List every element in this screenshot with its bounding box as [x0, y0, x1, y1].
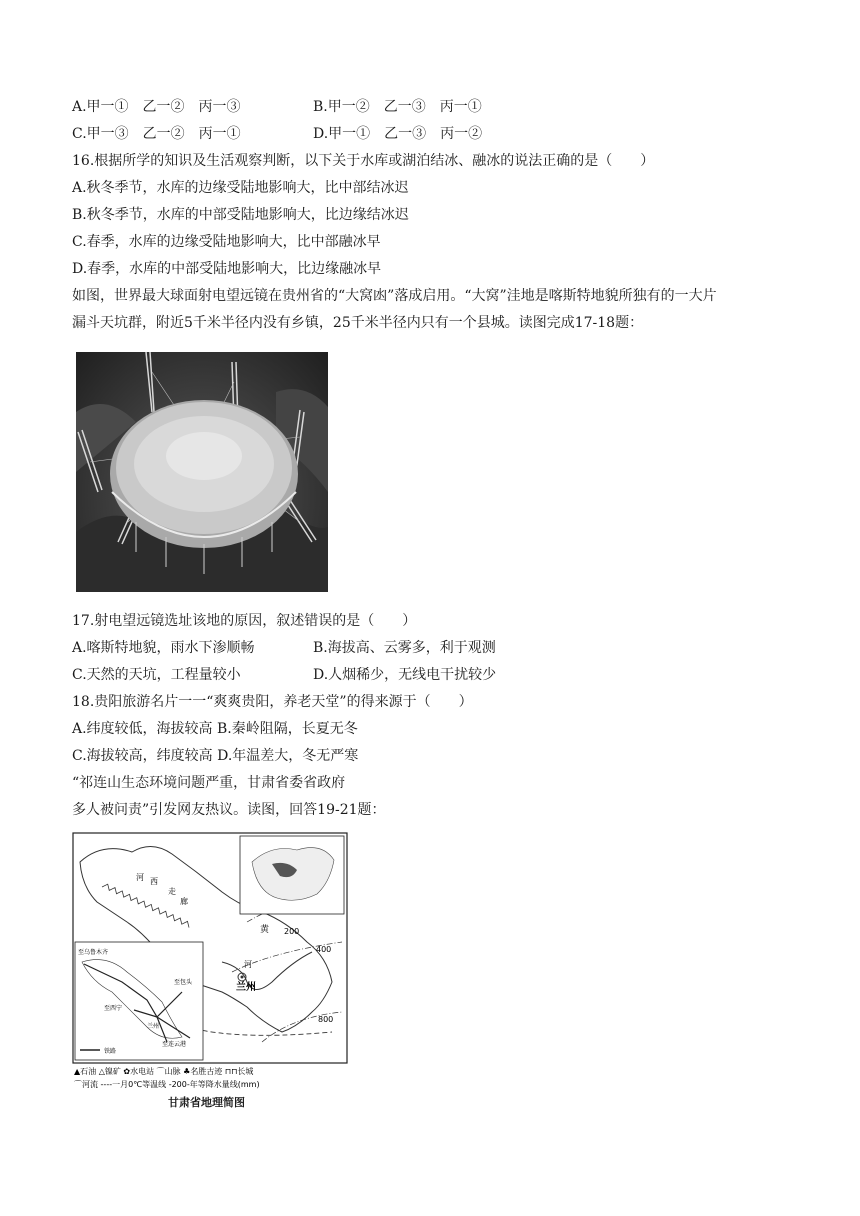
inset-to-urumqi: 至乌鲁木齐 — [78, 949, 109, 956]
q16-option-c: C.春季，水库的边缘受陆地影响大，比中部融冰早 — [72, 234, 381, 250]
q18-stem: 18.贵阳旅游名片一一“爽爽贵阳，养老天堂”的得来源于（ ） — [72, 694, 473, 710]
map-caption: 甘肃省地理简图 — [168, 1096, 245, 1109]
q17-option-a: A.喀斯特地貌，雨水下渗顺畅 — [72, 640, 255, 656]
q18-options-ab: A.纬度较低，海拔较高 B.秦岭阻隔，长夏无冬 — [72, 721, 358, 737]
map-legend-row1: ▲石油 △镍矿 ✿水电站 ⌒山脉 ♣名胜古迹 ⊓⊓长城 — [74, 1067, 254, 1076]
intro1-line2: 漏斗天坑群，附近5千米半径内没有乡镇，25千米半径内只有一个县城。读图完成17-18题： — [72, 315, 644, 331]
map-label-lang: 廊 — [180, 897, 188, 906]
q15-option-a: A.甲一① 乙一② 丙一③ — [72, 99, 241, 115]
q17-option-c: C.天然的天坑，工程量较小 — [72, 667, 241, 683]
intro2-line1: “祁连山生态环境问题严重，甘肃省委省政府 — [72, 775, 346, 791]
q16-option-d: D.春季，水库的中部受陆地影响大，比边缘融冰早 — [72, 261, 382, 277]
inset-lanzhou: 兰州 — [147, 1023, 160, 1030]
map-label-huang: 黄 — [260, 925, 270, 935]
map-iso-200: 200 — [284, 927, 300, 936]
q15-option-d: D.甲一① 乙一③ 丙一② — [313, 126, 483, 142]
map-label-lanzhou: 兰州 — [236, 982, 256, 993]
q16-option-a: A.秋冬季节，水库的边缘受陆地影响大，比中部结冰迟 — [72, 180, 409, 196]
inset-railway-label: 铁路 — [104, 1048, 117, 1055]
q17-stem: 17.射电望远镜选址该地的原因，叙述错误的是（ ） — [72, 613, 417, 629]
map-label-xi: 西 — [150, 877, 158, 886]
map-legend-row2: ⌒河流 ----一月0℃等温线 -200-年等降水量线(mm) — [74, 1080, 260, 1089]
inset-to-lianyungang: 至连云港 — [162, 1041, 187, 1048]
map-label-he2: 河 — [244, 960, 252, 969]
intro1-line1: 如图，世界最大球面射电望远镜在贵州省的“大窝凼”落成启用。“大窝”洼地是喀斯特地貌所独有的一大片 — [72, 288, 717, 304]
intro2-line2: 多人被问责”引发网友热议。读图，回答19-21题： — [72, 802, 386, 818]
q15-option-b: B.甲一② 乙一③ 丙一① — [313, 99, 482, 115]
q16-option-b: B.秋冬季节，水库的中部受陆地影响大，比边缘结冰迟 — [72, 207, 409, 223]
map-iso-800: 800 — [318, 1015, 334, 1024]
gansu-map — [72, 832, 348, 1110]
q18-options-cd: C.海拔较高，纬度较高 D.年温差大，冬无严寒 — [72, 748, 359, 764]
map-label-he: 河 — [136, 873, 144, 882]
inset-to-baotou: 至包头 — [174, 979, 193, 986]
telescope-photo — [76, 352, 328, 592]
map-label-zou: 走 — [168, 887, 176, 896]
inset-to-xining: 至西宁 — [104, 1005, 123, 1012]
q17-option-b: B.海拔高、云雾多，利于观测 — [313, 640, 496, 656]
q15-option-c: C.甲一③ 乙一② 丙一① — [72, 126, 241, 142]
map-iso-400: 400 — [316, 945, 332, 954]
q17-option-d: D.人烟稀少，无线电干扰较少 — [313, 667, 497, 683]
q16-stem: 16.根据所学的知识及生活观察判断，以下关于水库或湖泊结冰、融冰的说法正确的是（ ） — [72, 153, 655, 169]
